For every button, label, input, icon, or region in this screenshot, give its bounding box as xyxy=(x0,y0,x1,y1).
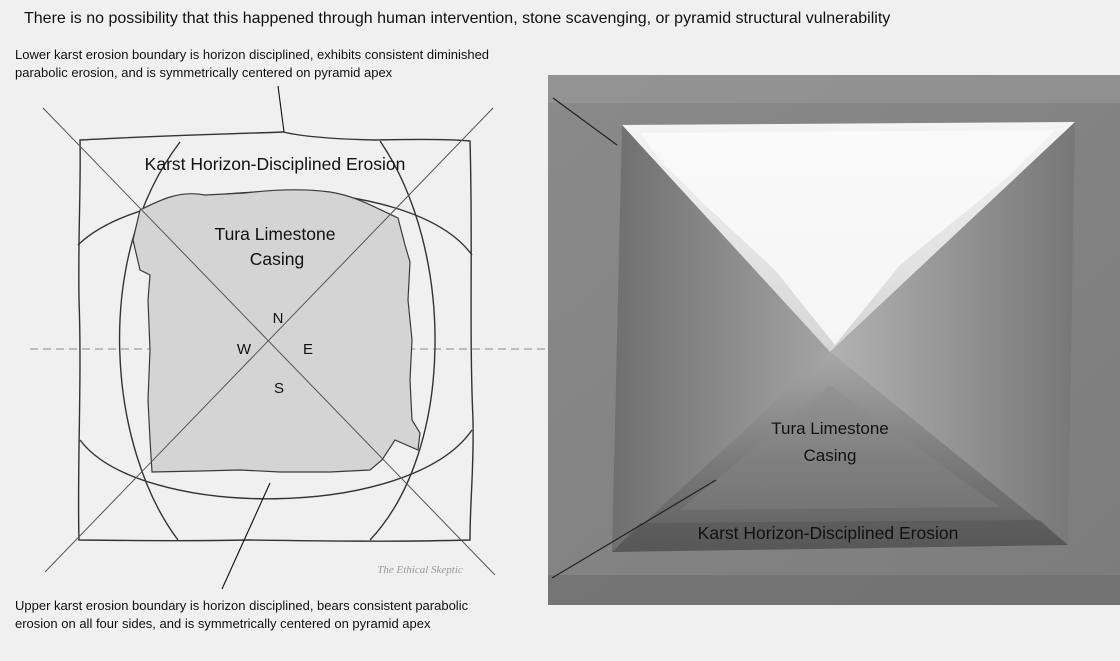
lower-boundary-note: Lower karst erosion boundary is horizon disciplined, exhibits consistent diminished parabolic erosion, and is symmetrically centered on pyramid apex xyxy=(15,47,490,80)
sketch-casing-label-line2: Casing xyxy=(249,249,305,269)
top-note-leader xyxy=(278,86,284,132)
diagonal-nw-se xyxy=(43,108,495,575)
compass-south: S xyxy=(273,380,285,397)
photo-erosion-label: Karst Horizon-Disciplined Erosion xyxy=(697,523,959,543)
photo-casing-label-line2: Casing xyxy=(803,446,857,465)
upper-boundary-note: Upper karst erosion boundary is horizon disciplined, bears consistent parabolic erosion on all four sides, and is symmetrically centered on pyramid apex xyxy=(15,598,469,631)
sketch-erosion-label: Karst Horizon-Disciplined Erosion xyxy=(144,154,406,174)
watermark: The Ethical Skeptic xyxy=(377,564,463,576)
compass-east: E xyxy=(302,341,314,358)
pyramid-photo xyxy=(548,75,1120,605)
pyramid-sketch xyxy=(43,86,495,589)
sketch-casing-label-line1: Tura Limestone xyxy=(214,224,336,244)
diagonal-ne-sw xyxy=(45,108,493,572)
photo-casing-label-line1: Tura Limestone xyxy=(771,419,889,438)
compass-west: W xyxy=(236,341,252,358)
compass-north: N xyxy=(272,310,284,327)
page-title: There is no possibility that this happened through human intervention, stone scavenging, or pyramid structural vulnerability xyxy=(24,10,891,27)
